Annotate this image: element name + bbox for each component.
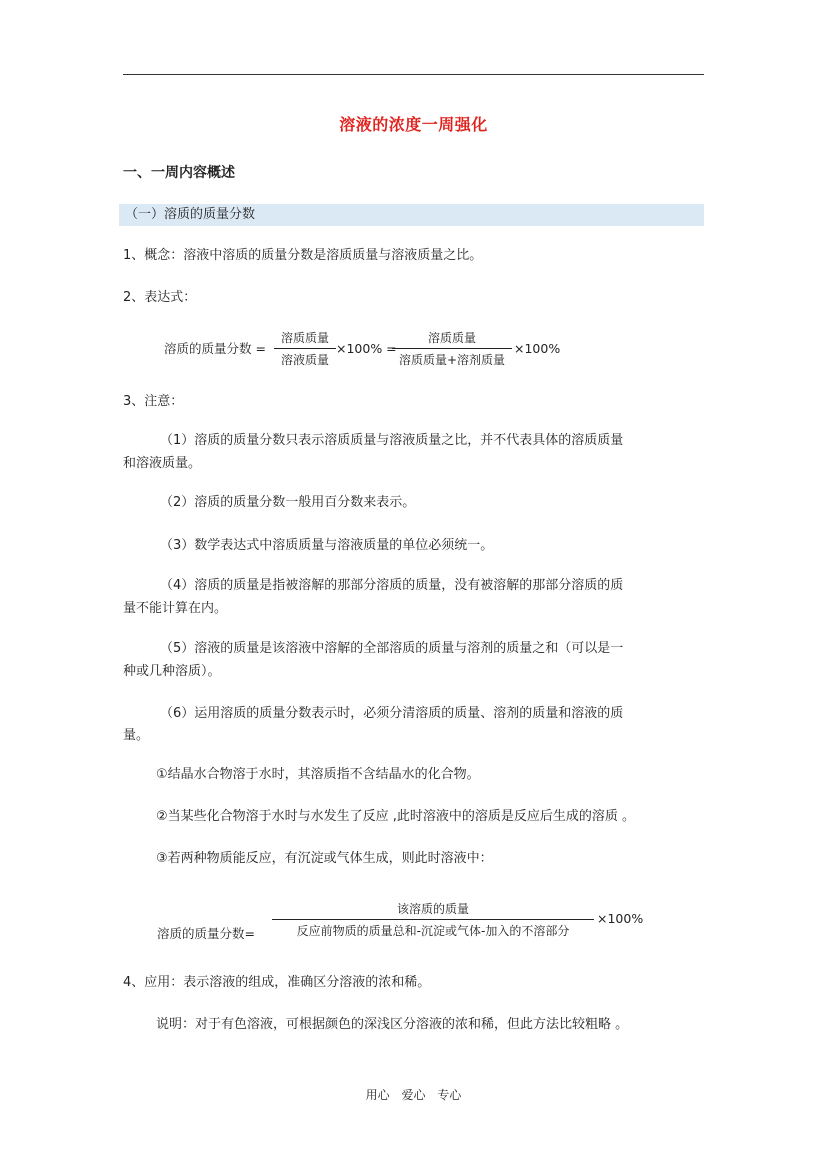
note-4-line2: 量不能计算在内。 [123, 601, 228, 616]
note-6-line2: 量。 [123, 728, 150, 743]
case-3: ③若两种物质能反应，有沉淀或气体生成，则此时溶液中： [156, 851, 493, 866]
note-3: （3）数学表达式中溶质质量与溶液质量的单位必须统一。 [160, 538, 494, 553]
note-5-line2: 种或几种溶质）。 [123, 664, 221, 679]
expression-item: 2、表达式： [123, 290, 197, 305]
formula1-numerator-b: 溶质质量 [427, 331, 476, 345]
formula1-lhs: 溶质的质量分数 = [164, 341, 266, 356]
note-1-line1: （1）溶质的质量分数只表示溶质质量与溶液质量之比，并不代表具体的溶质质量 [160, 433, 624, 448]
explanation-note: 说明：对于有色溶液，可根据颜色的深浅区分溶液的浓和稀，但此方法比较粗略 。 [156, 1017, 629, 1032]
case-1: ①结晶水合物溶于水时，其溶质指不含结晶水的化合物。 [156, 767, 480, 782]
note-4-line1: （4）溶质的质量是指被溶解的那部分溶质的质量，没有被溶解的那部分溶质的质 [160, 578, 624, 593]
formula1-denominator-b: 溶质质量+溶剂质量 [398, 353, 506, 367]
subsection-heading: （一）溶质的质量分数 [125, 207, 256, 222]
section-heading: 一、一周内容概述 [123, 165, 235, 181]
formula1-numerator-a: 溶质质量 [280, 331, 329, 345]
page-footer: 用心 爱心 专心 [365, 1088, 462, 1102]
formula1-denominator-a: 溶液质量 [280, 353, 329, 367]
application-item: 4、应用：表示溶液的组成，准确区分溶液的浓和稀。 [123, 975, 431, 990]
note-6-line1: （6）运用溶质的质量分数表示时，必须分清溶质的质量、溶剂的质量和溶液的质 [160, 706, 624, 721]
note-1-line2: 和溶液质量。 [123, 456, 202, 471]
concept-item: 1、概念：溶液中溶质的质量分数是溶质质量与溶液质量之比。 [123, 248, 483, 263]
formula2-lhs: 溶质的质量分数= [157, 926, 255, 941]
note-5-line1: （5）溶液的质量是该溶液中溶解的全部溶质的质量与溶剂的质量之和（可以是一 [160, 641, 624, 656]
formula2-numerator: 该溶质的质量 [396, 902, 469, 916]
header-rule [123, 74, 704, 75]
formula2-tail: ×100% [597, 911, 644, 926]
notes-heading: 3、注意： [123, 394, 184, 409]
formula1-fraction-b [392, 329, 512, 368]
formula1-mid: ×100% = [336, 341, 397, 356]
case-2: ②当某些化合物溶于水时与水发生了反应 ,此时溶液中的溶质是反应后生成的溶质 。 [156, 809, 636, 824]
formula2-denominator: 反应前物质的质量总和-沉淀或气体-加入的不溶部分 [296, 924, 570, 938]
page-title: 溶液的浓度一周强化 [339, 115, 488, 134]
formula1-tail: ×100% [514, 341, 561, 356]
note-2: （2）溶质的质量分数一般用百分数来表示。 [160, 495, 416, 510]
formula2-fraction [272, 900, 594, 939]
subsection-band [119, 204, 704, 226]
formula1-fraction-a [274, 329, 336, 368]
